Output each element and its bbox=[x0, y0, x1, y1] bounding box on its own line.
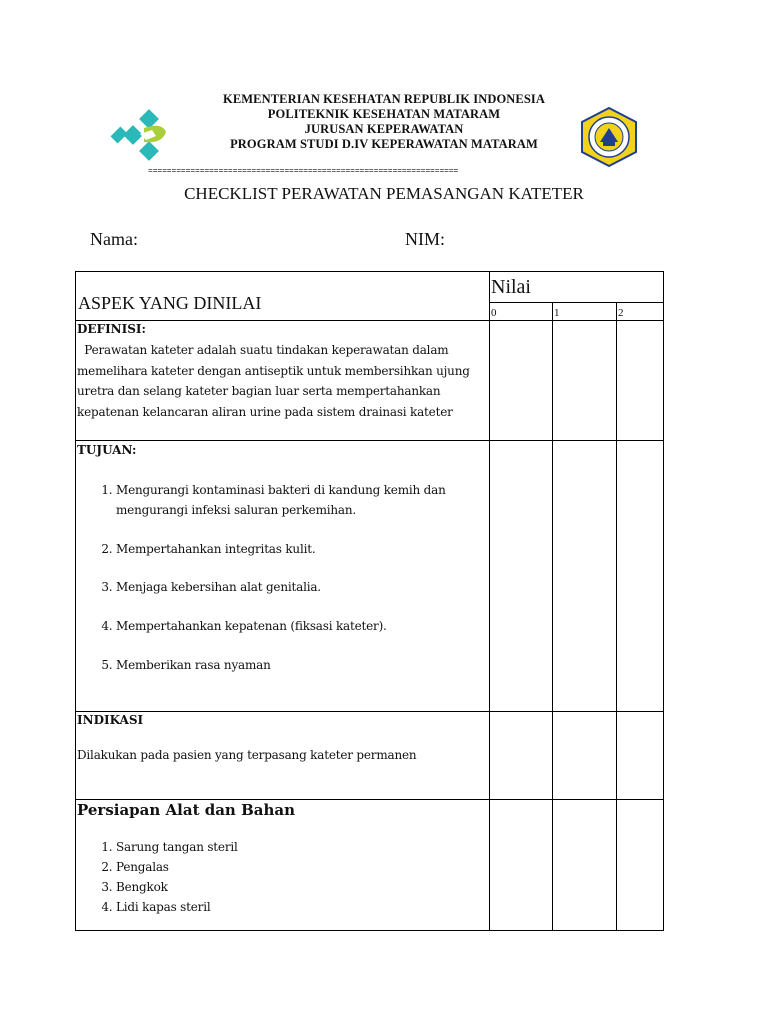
score-cell[interactable] bbox=[553, 712, 617, 800]
nilai-header: Nilai bbox=[490, 272, 664, 303]
score-cell[interactable] bbox=[490, 712, 553, 800]
list-item: 4. Mempertahankan kepatenan (fiksasi kateter). bbox=[116, 616, 489, 636]
definisi-text: Perawatan kateter adalah suatu tindakan keperawatan dalam memelihara kateter dengan antiseptik untuk membersihkan ujung uretra dan selang kateter bagian luar serta mempertahankan kepatenan kelancaran aliran urine pada sistem drainasi kateter bbox=[77, 343, 470, 419]
list-item: 4. Lidi kapas steril bbox=[116, 897, 489, 917]
table-row-persiapan bbox=[76, 800, 664, 931]
persiapan-list bbox=[76, 837, 489, 917]
list-item: 5. Memberikan rasa nyaman bbox=[116, 655, 489, 675]
score-cell[interactable] bbox=[553, 800, 617, 931]
page-title: CHECKLIST PERAWATAN PEMASANGAN KATETER bbox=[184, 184, 584, 203]
list-item: 3. Bengkok bbox=[116, 877, 489, 897]
score-cell[interactable] bbox=[490, 441, 553, 712]
score-header-0: 0 bbox=[490, 303, 553, 321]
persiapan-cell bbox=[76, 800, 490, 931]
table-header-row bbox=[76, 272, 664, 303]
table-row-indikasi bbox=[76, 712, 664, 800]
indikasi-cell bbox=[76, 712, 490, 800]
score-cell[interactable] bbox=[617, 321, 664, 441]
nim-label: NIM: bbox=[405, 229, 445, 249]
persiapan-title: Persiapan Alat dan Bahan bbox=[77, 801, 295, 819]
tujuan-title: TUJUAN: bbox=[77, 443, 137, 457]
header-line-ministry: KEMENTERIAN KESEHATAN REPUBLIK INDONESIA bbox=[223, 92, 545, 106]
header-line-polytechnic: POLITEKNIK KESEHATAN MATARAM bbox=[267, 107, 501, 121]
header-line-department: JURUSAN KEPERAWATAN bbox=[304, 122, 464, 136]
list-item: 2. Pengalas bbox=[116, 857, 489, 877]
tujuan-cell bbox=[76, 441, 490, 712]
definisi-title: DEFINISI: bbox=[77, 322, 146, 336]
score-header-2: 2 bbox=[617, 303, 664, 321]
score-cell[interactable] bbox=[617, 441, 664, 712]
score-cell[interactable] bbox=[617, 800, 664, 931]
indikasi-text: Dilakukan pada pasien yang terpasang kateter permanen bbox=[77, 748, 417, 762]
tujuan-list bbox=[76, 480, 489, 675]
list-item: 2. Mempertahankan integritas kulit. bbox=[116, 539, 489, 559]
score-cell[interactable] bbox=[553, 441, 617, 712]
table-row-definisi bbox=[76, 321, 664, 441]
table-row-tujuan bbox=[76, 441, 664, 712]
score-cell[interactable] bbox=[553, 321, 617, 441]
poltekkes-emblem-icon bbox=[578, 106, 640, 168]
score-cell[interactable] bbox=[490, 800, 553, 931]
score-cell[interactable] bbox=[490, 321, 553, 441]
score-cell[interactable] bbox=[617, 712, 664, 800]
list-item: 1. Sarung tangan steril bbox=[116, 837, 489, 857]
definisi-cell bbox=[76, 321, 490, 441]
score-header-1: 1 bbox=[553, 303, 617, 321]
institution-header bbox=[0, 92, 768, 152]
nama-label: Nama: bbox=[90, 229, 138, 249]
checklist-table bbox=[75, 271, 664, 931]
header-separator: ================================================================== bbox=[148, 167, 459, 176]
aspek-header: ASPEK YANG DINILAI bbox=[76, 272, 490, 321]
list-item: 1. Mengurangi kontaminasi bakteri di kandung kemih dan mengurangi infeksi saluran perkemihan. bbox=[116, 480, 489, 520]
list-item: 3. Menjaga kebersihan alat genitalia. bbox=[116, 577, 489, 597]
header-line-program: PROGRAM STUDI D.IV KEPERAWATAN MATARAM bbox=[230, 137, 538, 151]
indikasi-title: INDIKASI bbox=[77, 713, 144, 727]
